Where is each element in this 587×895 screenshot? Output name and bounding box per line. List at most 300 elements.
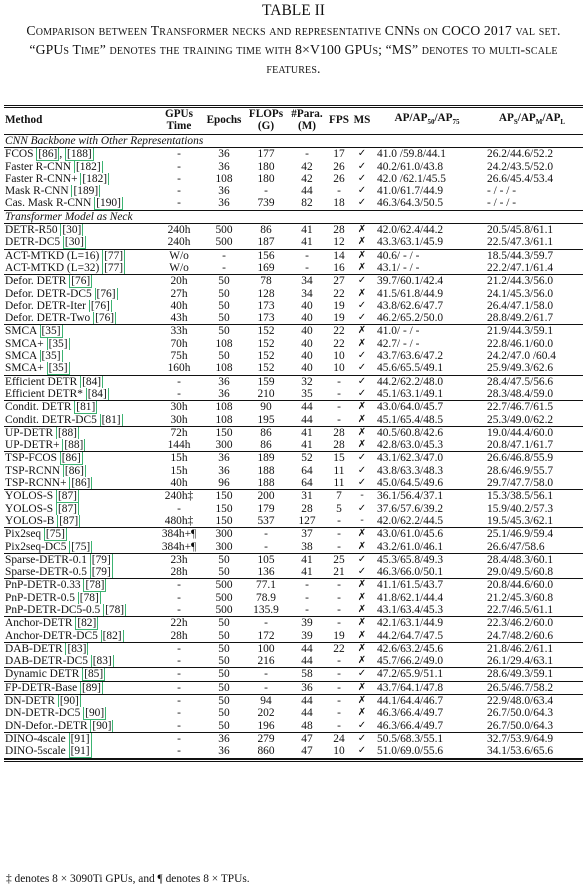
col-header-ms: MS xyxy=(351,108,373,135)
citation-ref: [87] xyxy=(57,490,77,503)
params-cell: 44 xyxy=(301,642,313,655)
ap-cell: 50.5/68.3/55.1 xyxy=(377,732,444,745)
fps-cell: 26 xyxy=(333,172,345,185)
table-row xyxy=(4,375,583,388)
gpus-time-cell: 160h xyxy=(155,362,203,375)
citation-ref: [76] xyxy=(95,312,115,325)
gpus-time-cell: - xyxy=(177,160,181,173)
fps-cell: - xyxy=(327,541,351,554)
flops-cell: 202 xyxy=(257,707,275,720)
flops-cell: 105 xyxy=(257,553,275,566)
col-header-method: Method xyxy=(4,108,155,135)
fps-cell: 19 xyxy=(333,299,345,312)
ap-cell: 44.1/64.4/46.7 xyxy=(377,695,444,708)
method-cell: ACT-MTKD (L=32) [77] xyxy=(4,262,155,275)
ms-cell: ✗ xyxy=(351,236,373,249)
fps-cell: 24 xyxy=(333,732,345,745)
table-row xyxy=(4,288,583,300)
method-cell: DN-DETR [90] xyxy=(5,695,79,708)
method-cell: Condit. DETR-DC5 [81] xyxy=(4,414,155,427)
epochs-cell: 50 xyxy=(203,681,245,694)
flops-cell: 159 xyxy=(257,375,275,388)
table-row xyxy=(4,566,583,579)
method-cell: DINO-5scale [91] xyxy=(4,745,155,758)
params-cell: 41 xyxy=(287,439,327,452)
table-row xyxy=(4,642,583,655)
citation-ref: [35] xyxy=(41,350,61,363)
params-cell: - xyxy=(305,148,309,161)
aps-cell: 28.4/48.3/60.1 xyxy=(487,553,554,566)
table-row xyxy=(4,553,583,566)
flops-cell: 216 xyxy=(245,655,287,668)
citation-ref: [182] xyxy=(82,172,108,185)
citation-ref: [79] xyxy=(91,566,111,579)
aps-cell: 21.2/45.3/60.8 xyxy=(487,591,554,604)
flops-cell: 195 xyxy=(245,414,287,427)
method-cell: Faster R-CNN+ [182] xyxy=(5,172,108,185)
params-cell: 41 xyxy=(301,426,313,439)
flops-cell: 77.1 xyxy=(256,579,276,592)
aps-cell: - / - / - xyxy=(487,185,517,198)
flops-cell: 86 xyxy=(245,439,287,452)
table-row xyxy=(4,249,583,262)
ap-cell: 41.0 /59.8/44.1 xyxy=(377,148,446,161)
ms-cell: ✗ xyxy=(357,695,367,707)
epochs-cell: 300 xyxy=(215,528,233,541)
table-row xyxy=(4,579,583,592)
flops-cell: 173 xyxy=(245,312,287,325)
fps-cell: 11 xyxy=(333,464,345,477)
params-cell: 64 xyxy=(287,477,327,490)
table-row xyxy=(4,439,583,452)
table-row xyxy=(4,388,583,401)
fps-cell: - xyxy=(327,414,351,427)
table-row xyxy=(4,617,583,630)
method-cell: PnP-DETR-DC5-0.5 [78] xyxy=(4,604,155,617)
table-row xyxy=(4,528,583,541)
method-cell: DN-DETR-DC5 [90] xyxy=(5,707,105,720)
ap-cell: 43.7/63.6/47.2 xyxy=(377,350,444,363)
ms-cell: ✗ xyxy=(357,325,367,337)
gpus-time-cell: - xyxy=(177,591,181,604)
citation-ref: [81] xyxy=(101,413,121,426)
aps-cell: 25.3/49.0/62.2 xyxy=(481,414,583,427)
epochs-cell: 300 xyxy=(203,439,245,452)
gpus-time-cell: - xyxy=(177,707,181,720)
params-cell: 35 xyxy=(287,388,327,401)
method-cell: Defor. DETR-DC5 [76] xyxy=(5,287,116,300)
fps-cell: 27 xyxy=(333,275,345,288)
flops-cell: 172 xyxy=(245,630,287,643)
flops-cell: 196 xyxy=(245,720,287,733)
comparison-table xyxy=(4,108,583,759)
method-cell: DETR-DC5 [30] xyxy=(4,236,155,249)
gpus-time-cell: - xyxy=(155,604,203,617)
params-cell: 44 xyxy=(287,655,327,668)
flops-cell: 210 xyxy=(245,388,287,401)
flops-cell: 86 xyxy=(260,224,272,237)
method-cell: Defor. DETR-Iter [76] xyxy=(5,299,110,312)
gpus-time-cell: 33h xyxy=(170,325,188,338)
epochs-cell: 50 xyxy=(218,617,230,630)
gpus-time-cell: 43h xyxy=(155,312,203,325)
aps-cell: 28.3/48.4/59.0 xyxy=(481,388,583,401)
ms-cell: ✓ xyxy=(357,732,367,744)
aps-cell: 24.7/48.2/60.6 xyxy=(481,630,583,643)
gpus-time-cell: - xyxy=(177,579,181,592)
gpus-time-cell: - xyxy=(155,197,203,210)
aps-cell: 26.6/47/58.6 xyxy=(481,541,583,554)
citation-ref: [189] xyxy=(73,185,99,198)
aps-cell: 22.9/48.0/63.4 xyxy=(487,695,554,708)
table-label: TABLE II xyxy=(262,2,325,19)
method-cell: TSP-RCNN+ [86] xyxy=(4,477,155,490)
fps-cell: 28 xyxy=(327,439,351,452)
epochs-cell: 36 xyxy=(218,464,230,477)
method-cell: Efficient DETR* [84] xyxy=(4,388,155,401)
fps-cell: - xyxy=(327,681,351,694)
table-body xyxy=(4,135,583,759)
ms-cell: ✗ xyxy=(357,426,367,438)
flops-cell: 189 xyxy=(257,452,275,465)
ms-cell: ✓ xyxy=(357,275,367,287)
gpus-time-cell: - xyxy=(155,745,203,758)
params-cell: 48 xyxy=(287,720,327,733)
ms-cell: ✗ xyxy=(351,604,373,617)
ap-cell: 51.0/69.0/55.6 xyxy=(373,745,481,758)
table-row xyxy=(4,350,583,362)
ap-cell: 41.0/ - / - xyxy=(377,325,420,338)
fps-cell: 14 xyxy=(333,249,345,262)
params-cell: 47 xyxy=(301,732,313,745)
section-title: Transformer Model as Neck xyxy=(4,210,583,223)
citation-ref: [79] xyxy=(91,553,111,566)
ap-cell: 46.3/64.3/50.5 xyxy=(373,197,481,210)
gpus-time-cell: 70h xyxy=(170,337,188,350)
ap-cell: 47.2/65.9/51.1 xyxy=(373,668,481,681)
ap-cell: 45.0/64.5/49.6 xyxy=(373,477,481,490)
gpus-time-cell: - xyxy=(155,668,203,681)
aps-cell: 26.2/44.6/52.2 xyxy=(487,148,554,161)
fps-cell: - xyxy=(327,388,351,401)
epochs-cell: 36 xyxy=(218,185,230,198)
method-cell: Sparse-DETR-0.1 [79] xyxy=(5,553,111,566)
aps-cell: 28.6/46.9/55.7 xyxy=(487,464,554,477)
table-row xyxy=(4,732,583,745)
citation-ref: [89] xyxy=(82,681,101,694)
fps-cell: 22 xyxy=(333,287,345,300)
citation-ref: [86] xyxy=(71,477,91,490)
ms-cell: ✓ xyxy=(357,350,367,362)
gpus-time-cell: 20h xyxy=(170,275,188,288)
fps-cell: 15 xyxy=(333,452,345,465)
params-cell: 44 xyxy=(301,401,313,414)
col-header-gpus-time: GPUs Time xyxy=(155,108,203,135)
table-caption: Comparison between Transformer necks and representative CNNs on COCO 2017 val set. “GPUs Time” denotes the training time with 8×V100 GPUs; “MS” denotes to multi-scale features. xyxy=(26,23,561,76)
flops-cell: 152 xyxy=(257,325,275,338)
params-cell: 39 xyxy=(301,617,313,630)
ms-cell: ✗ xyxy=(351,414,373,427)
table-row xyxy=(4,630,583,643)
epochs-cell: 50 xyxy=(218,553,230,566)
table-row xyxy=(4,465,583,477)
params-cell: 39 xyxy=(287,630,327,643)
ms-cell: ✓ xyxy=(351,312,373,325)
aps-cell: 24.2/43.5/52.0 xyxy=(487,160,554,173)
epochs-cell: 50 xyxy=(218,350,230,363)
citation-ref: [87] xyxy=(59,514,79,527)
params-cell: 42 xyxy=(301,160,313,173)
table-bottom-rule xyxy=(4,759,583,762)
flops-cell: 136 xyxy=(245,566,287,579)
citation-ref: [35] xyxy=(48,337,68,350)
citation-ref: [30] xyxy=(64,236,84,249)
ap-cell: 40.6/ - / - xyxy=(377,249,420,262)
table-row xyxy=(4,401,583,414)
ap-cell: 41.5/61.8/44.9 xyxy=(377,287,444,300)
citation-ref: [76] xyxy=(71,275,91,288)
method-cell: Mask R-CNN [189] xyxy=(5,185,99,198)
flops-cell: 135.9 xyxy=(245,604,287,617)
section-title: CNN Backbone with Other Representations xyxy=(4,135,583,148)
epochs-cell: 50 xyxy=(218,275,230,288)
fps-cell: 5 xyxy=(336,502,342,515)
aps-cell: 20.8/44.6/60.0 xyxy=(487,579,554,592)
epochs-cell: 36 xyxy=(218,375,230,388)
params-cell: 32 xyxy=(301,375,313,388)
citation-ref: [76] xyxy=(90,299,110,312)
ms-cell: ✗ xyxy=(357,287,367,299)
params-cell: 40 xyxy=(301,337,313,350)
col-header-params: #Para. (M) xyxy=(287,108,327,135)
col-header-ap: $AP/AP_{50}/AP_{75}$ xyxy=(373,108,481,135)
col-header-flops: FLOPs (G) xyxy=(245,108,287,135)
aps-cell: 24.1/45.3/56.0 xyxy=(487,287,554,300)
flops-cell: 188 xyxy=(257,464,275,477)
flops-cell: 173 xyxy=(257,299,275,312)
gpus-time-cell: 15h xyxy=(170,464,188,477)
citation-ref: [75] xyxy=(71,540,91,553)
ap-cell: 36.1/56.4/37.1 xyxy=(377,490,444,503)
aps-cell: 26.6/46.8/55.9 xyxy=(487,452,554,465)
ms-cell: ✓ xyxy=(357,553,367,565)
epochs-cell: 500 xyxy=(203,604,245,617)
params-cell: - xyxy=(305,591,309,604)
ap-cell: 44.2/62.2/48.0 xyxy=(377,375,444,388)
citation-ref: [90] xyxy=(92,719,112,732)
epochs-cell: 50 xyxy=(218,325,230,338)
ms-cell: ✓ xyxy=(351,745,373,758)
fps-cell: - xyxy=(337,707,341,720)
epochs-cell: 500 xyxy=(215,579,233,592)
col-header-aps: $AP_S/AP_M/AP_L$ xyxy=(481,108,583,135)
ap-cell: 42.0/62.2/44.5 xyxy=(373,515,481,528)
params-cell: 34 xyxy=(301,287,313,300)
method-cell: DN-Defor.-DETR [90] xyxy=(4,720,155,733)
ap-cell: 39.7/60.1/42.4 xyxy=(377,275,444,288)
aps-cell: 21.2/44.3/56.0 xyxy=(487,275,554,288)
table-row xyxy=(4,414,583,427)
params-cell: 64 xyxy=(301,464,313,477)
gpus-time-cell: 23h xyxy=(170,553,188,566)
citation-ref: [82] xyxy=(102,629,122,642)
aps-cell: 24.2/47.0 /60.4 xyxy=(487,350,556,363)
gpus-time-cell: - xyxy=(155,388,203,401)
aps-cell: 25.1/46.9/59.4 xyxy=(487,528,554,541)
method-cell: PnP-DETR-0.5 [78] xyxy=(5,591,99,604)
citation-ref: [90] xyxy=(85,707,105,720)
epochs-cell: 108 xyxy=(215,401,233,414)
table-row xyxy=(4,236,583,249)
ap-cell: 43.0/61.0/45.6 xyxy=(377,528,444,541)
ms-cell: ✗ xyxy=(357,528,367,540)
params-cell: 31 xyxy=(301,490,313,503)
epochs-cell: 36 xyxy=(218,732,230,745)
fps-cell: - xyxy=(327,720,351,733)
ap-cell: 41.8/62.1/44.4 xyxy=(377,591,444,604)
ap-cell: 45.6/65.5/49.1 xyxy=(373,362,481,375)
table-row xyxy=(4,707,583,719)
aps-cell: 22.7/46.5/61.1 xyxy=(481,604,583,617)
flops-cell: 179 xyxy=(257,502,275,515)
ms-cell: ✗ xyxy=(357,249,367,261)
flops-cell: 86 xyxy=(260,426,272,439)
citation-ref: [88] xyxy=(64,439,84,452)
aps-cell: 15.3/38.5/56.1 xyxy=(487,490,554,503)
params-cell: 41 xyxy=(301,224,313,237)
method-cell: Defor. DETR-Two [76] xyxy=(4,312,155,325)
table-row xyxy=(4,695,583,708)
params-cell: 34 xyxy=(301,275,313,288)
params-cell: 82 xyxy=(287,197,327,210)
flops-cell: - xyxy=(245,681,287,694)
aps-cell: 28.6/49.3/59.1 xyxy=(481,668,583,681)
table-row xyxy=(4,362,583,375)
aps-cell: 20.5/45.8/61.1 xyxy=(487,224,554,237)
flops-cell: 152 xyxy=(257,350,275,363)
method-cell: DINO-4scale [91] xyxy=(5,732,90,745)
ap-cell: 44.2/64.7/47.5 xyxy=(373,630,481,643)
fps-cell: - xyxy=(337,375,341,388)
fps-cell: 10 xyxy=(327,362,351,375)
table-row xyxy=(4,275,583,288)
flops-cell: - xyxy=(264,185,268,198)
aps-cell: 18.5/44.3/59.7 xyxy=(487,249,554,262)
epochs-cell: 50 xyxy=(218,707,230,720)
table-row xyxy=(4,604,583,617)
gpus-time-cell: - xyxy=(155,720,203,733)
flops-cell: 180 xyxy=(257,172,275,185)
ap-cell: 42.7/ - / - xyxy=(377,337,420,350)
citation-ref: [86] xyxy=(38,148,58,161)
ap-cell: 40.2/61.0/43.8 xyxy=(377,160,444,173)
gpus-time-cell: 144h xyxy=(155,439,203,452)
params-cell: - xyxy=(287,262,327,275)
ms-cell: ✗ xyxy=(357,337,367,349)
fps-cell: 21 xyxy=(327,566,351,579)
flops-cell: 78 xyxy=(260,275,272,288)
ms-cell: ✓ xyxy=(357,185,367,197)
params-cell: 52 xyxy=(301,452,313,465)
epochs-cell: 50 xyxy=(203,566,245,579)
aps-cell: 28.4/47.5/56.6 xyxy=(487,375,554,388)
flops-cell: 188 xyxy=(245,477,287,490)
gpus-time-cell: - xyxy=(155,681,203,694)
fps-cell: 17 xyxy=(333,148,345,161)
gpus-time-cell: 72h xyxy=(170,426,188,439)
ms-cell: ✓ xyxy=(357,452,367,464)
ms-cell: ✓ xyxy=(357,464,367,476)
params-cell: 44 xyxy=(301,185,313,198)
params-cell: 58 xyxy=(287,668,327,681)
aps-cell: 21.8/46.2/61.1 xyxy=(487,642,554,655)
gpus-time-cell: 240h xyxy=(155,236,203,249)
flops-cell: 90 xyxy=(260,401,272,414)
aps-cell: 21.9/44.3/59.1 xyxy=(487,325,554,338)
aps-cell: 26.4/47.1/58.0 xyxy=(487,299,554,312)
flops-cell: 177 xyxy=(257,148,275,161)
ap-cell: 43.3/63.1/45.9 xyxy=(373,236,481,249)
aps-cell: - / - / - xyxy=(481,197,583,210)
citation-ref: [91] xyxy=(70,732,90,745)
fps-cell: 25 xyxy=(333,553,345,566)
ap-cell: 42.0/62.4/44.2 xyxy=(377,224,444,237)
fps-cell: - xyxy=(337,617,341,630)
aps-cell: 22.5/47.3/61.1 xyxy=(481,236,583,249)
citation-ref: [86] xyxy=(64,464,84,477)
fps-cell: - xyxy=(327,655,351,668)
fps-cell: - xyxy=(337,401,341,414)
table-row xyxy=(4,452,583,465)
col-header-fps: FPS xyxy=(327,108,351,135)
ap-cell: 42.1/63.1/44.9 xyxy=(377,617,444,630)
table-row xyxy=(4,161,583,173)
method-cell: Pix2seq-DC5 [75] xyxy=(4,541,155,554)
table-row xyxy=(4,515,583,528)
epochs-cell: 50 xyxy=(203,630,245,643)
params-cell: 41 xyxy=(287,566,327,579)
method-cell: SMCA [35] xyxy=(5,350,61,363)
aps-cell: 15.9/40.2/57.3 xyxy=(487,502,554,515)
method-cell: Anchor-DETR [82] xyxy=(5,617,97,630)
citation-ref: [188] xyxy=(67,148,92,161)
fps-cell: 12 xyxy=(327,236,351,249)
ms-cell: ✗ xyxy=(357,642,367,654)
ap-cell: 45.3/65.8/49.3 xyxy=(377,553,444,566)
table-row xyxy=(4,312,583,325)
citation-ref: [87] xyxy=(57,502,77,515)
fps-cell: 19 xyxy=(327,312,351,325)
epochs-cell: - xyxy=(222,249,226,262)
ms-cell: ✗ xyxy=(351,541,373,554)
gpus-time-cell: 27h xyxy=(170,287,188,300)
ap-cell: 43.1/62.3/47.0 xyxy=(377,452,444,465)
gpus-time-cell: 30h xyxy=(155,414,203,427)
method-cell: UP-DETR [88] xyxy=(5,426,77,439)
gpus-time-cell: W/o xyxy=(155,262,203,275)
method-cell: Defor. DETR [76] xyxy=(5,275,91,288)
fps-cell: 28 xyxy=(333,224,345,237)
citation-ref: [77] xyxy=(104,261,124,274)
gpus-time-cell: - xyxy=(177,185,181,198)
citation-ref: [88] xyxy=(57,426,77,439)
epochs-cell: 96 xyxy=(203,477,245,490)
epochs-cell: 36 xyxy=(203,197,245,210)
epochs-cell: 50 xyxy=(218,299,230,312)
table-row xyxy=(4,477,583,490)
gpus-time-cell: 384h+¶ xyxy=(161,528,197,541)
ms-cell: - xyxy=(360,490,364,502)
